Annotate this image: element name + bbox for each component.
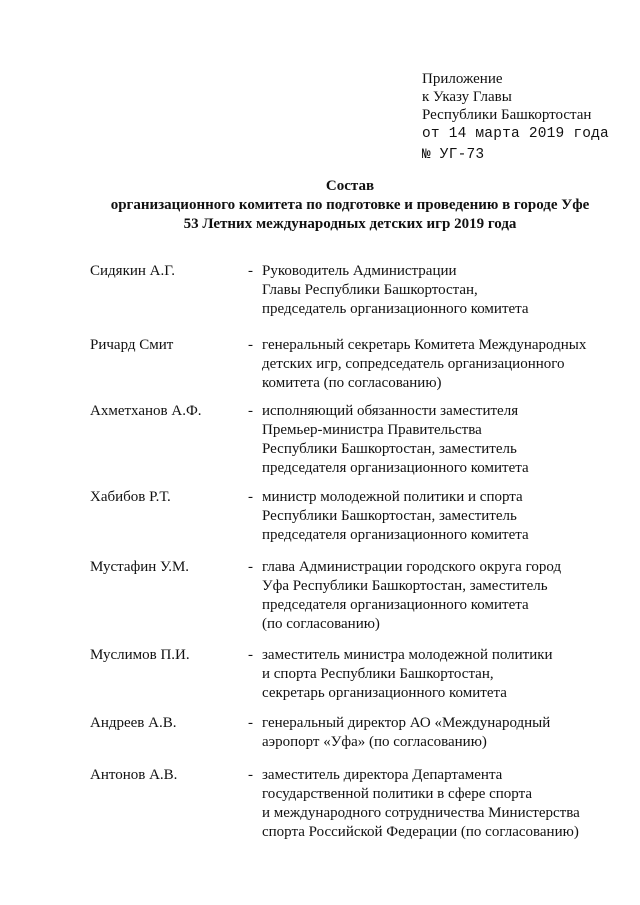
member-role-line: Республики Башкортостан, заместитель bbox=[262, 441, 517, 457]
member-role-line: председателя организационного комитета bbox=[262, 460, 529, 476]
member-dash: - bbox=[248, 337, 253, 353]
member-dash: - bbox=[248, 647, 253, 663]
member-name: Хабибов Р.Т. bbox=[90, 489, 171, 505]
member-dash: - bbox=[248, 559, 253, 575]
member-dash: - bbox=[248, 489, 253, 505]
member-role-line: Республики Башкортостан, заместитель bbox=[262, 508, 517, 524]
title-line-1: Состав bbox=[325, 178, 375, 194]
member-role-line: заместитель министра молодежной политики bbox=[262, 647, 553, 663]
member-role-line: министр молодежной политики и спорта bbox=[262, 489, 523, 505]
member-name: Ричард Смит bbox=[90, 337, 174, 353]
appendix-line-1: Приложение bbox=[422, 71, 503, 87]
member-role bbox=[262, 402, 622, 478]
member-role-line: глава Администрации городского округа город bbox=[262, 559, 562, 575]
member-name: Антонов А.В. bbox=[90, 767, 178, 783]
title-line-2: организационного комитета по подготовке и проведению в городе Уфе bbox=[110, 197, 590, 213]
member-role-line: спорта Российской Федерации (по согласованию) bbox=[262, 824, 579, 840]
appendix-line-3: Республики Башкортостан bbox=[422, 107, 592, 123]
member-role-line: государственной политики в сфере спорта bbox=[262, 786, 532, 802]
member-role bbox=[262, 558, 622, 634]
member-role-line: председатель организационного комитета bbox=[262, 301, 529, 317]
member-role bbox=[262, 262, 622, 319]
member-role-line: Уфа Республики Башкортостан, заместитель bbox=[262, 578, 548, 594]
member-name: Андреев А.В. bbox=[90, 715, 177, 731]
member-role bbox=[262, 646, 622, 703]
member-role-line: председателя организационного комитета bbox=[262, 597, 529, 613]
member-role-line: Руководитель Администрации bbox=[262, 263, 457, 279]
appendix-date: от 14 марта 2019 года bbox=[422, 126, 609, 142]
member-role-line: генеральный директор АО «Международный bbox=[262, 715, 551, 731]
member-role-line: председателя организационного комитета bbox=[262, 527, 529, 543]
member-role bbox=[262, 766, 622, 842]
member-role-line: генеральный секретарь Комитета Международных bbox=[262, 337, 587, 353]
member-role-line: и спорта Республики Башкортостан, bbox=[262, 666, 494, 682]
member-role-line: комитета (по согласованию) bbox=[262, 375, 442, 391]
member-role-line: и международного сотрудничества Министерства bbox=[262, 805, 580, 821]
appendix-number: № УГ-73 bbox=[422, 147, 485, 163]
member-role-line: Главы Республики Башкортостан, bbox=[262, 282, 478, 298]
member-role bbox=[262, 336, 622, 393]
member-role-line: детских игр, сопредседатель организационного bbox=[262, 356, 565, 372]
member-name: Мустафин У.М. bbox=[90, 559, 190, 575]
member-dash: - bbox=[248, 767, 253, 783]
member-role-line: (по согласованию) bbox=[262, 616, 380, 632]
member-role-line: Премьер-министра Правительства bbox=[262, 422, 482, 438]
member-dash: - bbox=[248, 403, 253, 419]
member-name: Муслимов П.И. bbox=[90, 647, 190, 663]
appendix-line-2: к Указу Главы bbox=[422, 89, 512, 105]
appendix-header bbox=[422, 70, 632, 166]
member-role-line: исполняющий обязанности заместителя bbox=[262, 403, 519, 419]
member-role bbox=[262, 714, 622, 752]
member-dash: - bbox=[248, 263, 253, 279]
member-role-line: секретарь организационного комитета bbox=[262, 685, 507, 701]
member-role-line: аэропорт «Уфа» (по согласованию) bbox=[262, 734, 487, 750]
document-title bbox=[60, 177, 640, 234]
member-role bbox=[262, 488, 622, 545]
member-name: Сидякин А.Г. bbox=[90, 263, 175, 279]
title-line-3: 53 Летних международных детских игр 2019 года bbox=[183, 216, 517, 232]
member-dash: - bbox=[248, 715, 253, 731]
member-role-line: заместитель директора Департамента bbox=[262, 767, 503, 783]
member-name: Ахметханов А.Ф. bbox=[90, 403, 202, 419]
